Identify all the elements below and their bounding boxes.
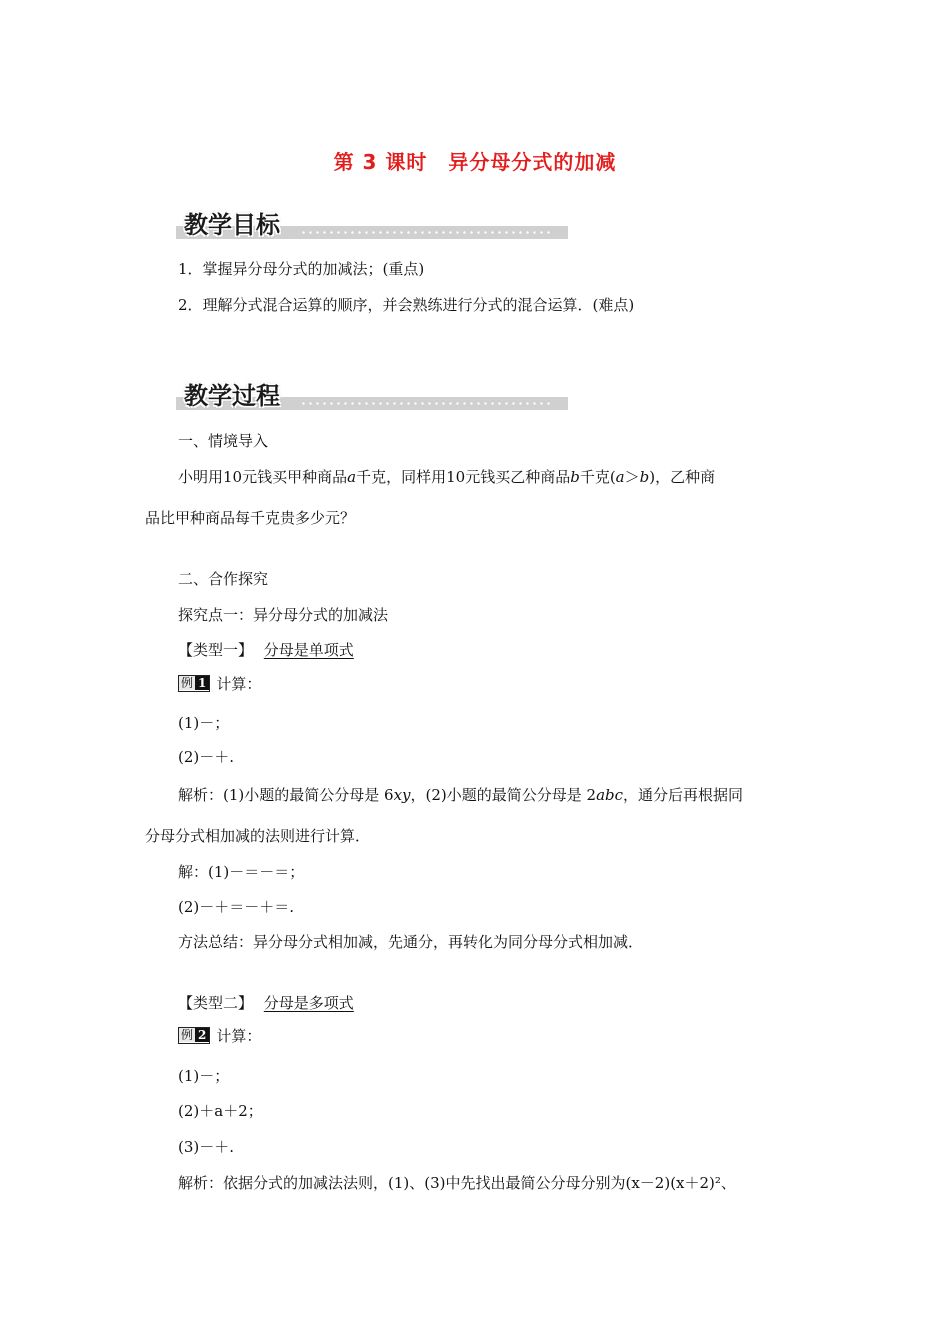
text-run: 小明用10元钱买甲种商品a千克，同样用10元钱买乙种商品b千克(a＞b)，乙种商 — [178, 468, 716, 486]
example-1-item-2: (2)－＋. — [178, 748, 235, 766]
example-1-analysis-line1 — [178, 784, 806, 806]
type1-label: 【类型一】 — [178, 641, 254, 659]
type1-heading — [178, 639, 354, 661]
lesson-title: 第 3 课时 异分母分式的加减 — [333, 150, 617, 174]
goal-item-2: 2．理解分式混合运算的顺序，并会熟练进行分式的混合运算．(难点) — [178, 296, 635, 314]
goal-item-1: 1．掌握异分母分式的加减法；(重点) — [178, 260, 425, 278]
example-1-prompt: 计算： — [216, 675, 262, 693]
banner-dots — [300, 402, 554, 405]
example-2-analysis: 解析：依据分式的加减法法则，(1)、(3)中先找出最简公分母分别为(x－2)(x＋2)²、 — [178, 1174, 736, 1192]
part1-paragraph-line1 — [178, 466, 806, 488]
example-1-solution-2: (2)－＋＝－＋＝. — [178, 898, 295, 916]
example-2-item-1: (1)－； — [178, 1067, 230, 1085]
section-title-goals: 教学目标 — [184, 211, 280, 239]
type2-label: 【类型二】 — [178, 994, 254, 1012]
example-2-item-2: (2)＋a＋2； — [178, 1102, 263, 1120]
explore-point-1: 探究点一：异分母分式的加减法 — [178, 606, 389, 624]
banner-dots — [300, 231, 554, 234]
example-2-badge: 例 2 — [178, 1027, 210, 1044]
example-2-prompt: 计算： — [216, 1027, 262, 1045]
section-banner-process — [176, 376, 568, 410]
example-1-solution-1: 解：(1)－＝－＝； — [178, 863, 305, 881]
type2-title: 分母是多项式 — [263, 994, 354, 1012]
section-banner-goals — [176, 205, 568, 239]
part2-heading: 二、合作探究 — [178, 570, 269, 588]
type1-title: 分母是单项式 — [263, 641, 354, 659]
part1-heading: 一、情境导入 — [178, 432, 269, 450]
example-1-item-1: (1)－； — [178, 714, 230, 732]
type2-heading — [178, 992, 354, 1014]
section-title-process: 教学过程 — [184, 382, 280, 410]
text-run: 解析：(1)小题的最简公分母是 6xy，(2)小题的最简公分母是 2abc，通分后再根据同 — [178, 786, 744, 804]
example-1-analysis-line2: 分母分式相加减的法则进行计算． — [145, 827, 371, 845]
example-2 — [178, 1025, 261, 1047]
example-1-summary: 方法总结：异分母分式相加减，先通分，再转化为同分母分式相加减． — [178, 933, 644, 951]
example-1 — [178, 673, 261, 695]
part1-paragraph-line2: 品比甲种商品每千克贵多少元？ — [145, 509, 356, 527]
example-1-badge: 例 1 — [178, 675, 210, 692]
example-2-item-3: (3)－＋. — [178, 1138, 235, 1156]
